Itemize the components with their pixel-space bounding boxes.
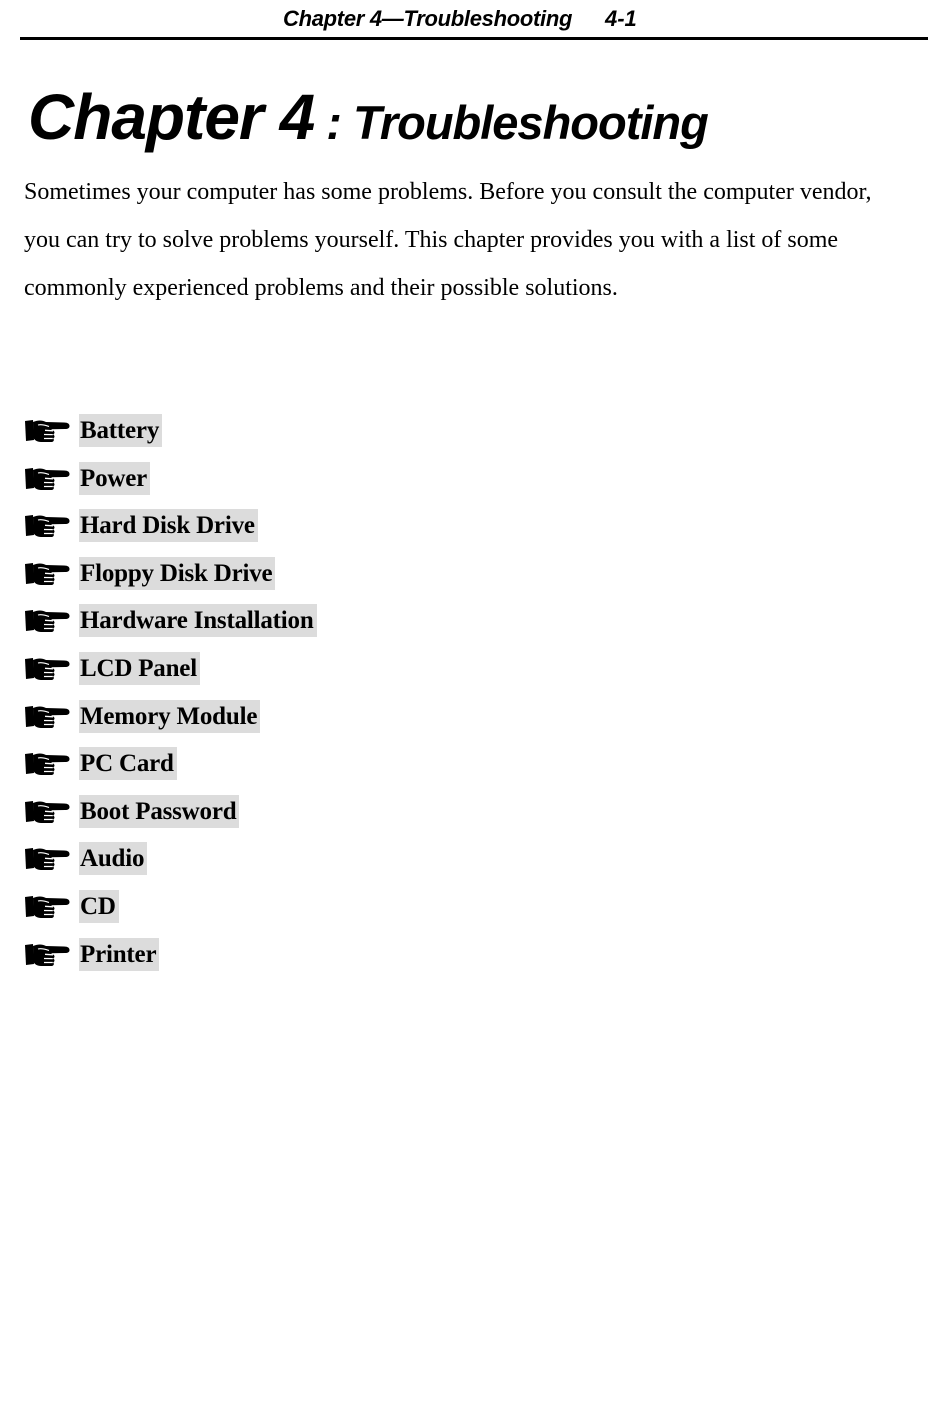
pointing-hand-icon <box>24 561 70 589</box>
list-item <box>24 557 317 605</box>
topic-list <box>24 414 317 985</box>
chapter-title-main: Chapter 4 <box>28 81 315 153</box>
pointing-hand-icon <box>24 942 70 970</box>
pointing-hand-icon <box>24 466 70 494</box>
list-item <box>24 842 317 890</box>
pointing-hand-icon <box>24 846 70 874</box>
pointing-hand-icon <box>24 751 70 779</box>
topic-link-pc-card[interactable]: PC Card <box>79 747 177 780</box>
list-item <box>24 890 317 938</box>
list-item <box>24 509 317 557</box>
list-item <box>24 747 317 795</box>
pointing-hand-icon <box>24 704 70 732</box>
page-number: 4-1 <box>605 6 637 31</box>
topic-link-printer[interactable]: Printer <box>79 938 159 971</box>
list-item <box>24 700 317 748</box>
running-header-title: Chapter 4—Troubleshooting <box>283 6 573 31</box>
list-item <box>24 795 317 843</box>
list-item <box>24 604 317 652</box>
topic-link-memory-module[interactable]: Memory Module <box>79 700 260 733</box>
running-header <box>20 0 928 40</box>
topic-link-boot-password[interactable]: Boot Password <box>79 795 239 828</box>
pointing-hand-icon <box>24 894 70 922</box>
list-item <box>24 938 317 986</box>
pointing-hand-icon <box>24 656 70 684</box>
pointing-hand-icon <box>24 418 70 446</box>
topic-link-audio[interactable]: Audio <box>79 842 147 875</box>
pointing-hand-icon <box>24 608 70 636</box>
topic-link-lcd-panel[interactable]: LCD Panel <box>79 652 200 685</box>
topic-link-battery[interactable]: Battery <box>79 414 162 447</box>
list-item <box>24 462 317 510</box>
chapter-title <box>28 80 708 154</box>
topic-link-cd[interactable]: CD <box>79 890 119 923</box>
topic-link-power[interactable]: Power <box>79 462 150 495</box>
pointing-hand-icon <box>24 799 70 827</box>
intro-paragraph: Sometimes your computer has some problems. Before you consult the computer vendor, you can try to solve problems yourself. This chapter provides you with a list of some commonly experienced problems and their possible solutions. <box>24 179 872 301</box>
topic-link-hard-disk-drive[interactable]: Hard Disk Drive <box>79 509 258 542</box>
list-item <box>24 652 317 700</box>
list-item <box>24 414 317 462</box>
chapter-title-sub: : Troubleshooting <box>314 96 708 149</box>
topic-link-floppy-disk-drive[interactable]: Floppy Disk Drive <box>79 557 275 590</box>
topic-link-hardware-installation[interactable]: Hardware Installation <box>79 604 317 637</box>
pointing-hand-icon <box>24 513 70 541</box>
